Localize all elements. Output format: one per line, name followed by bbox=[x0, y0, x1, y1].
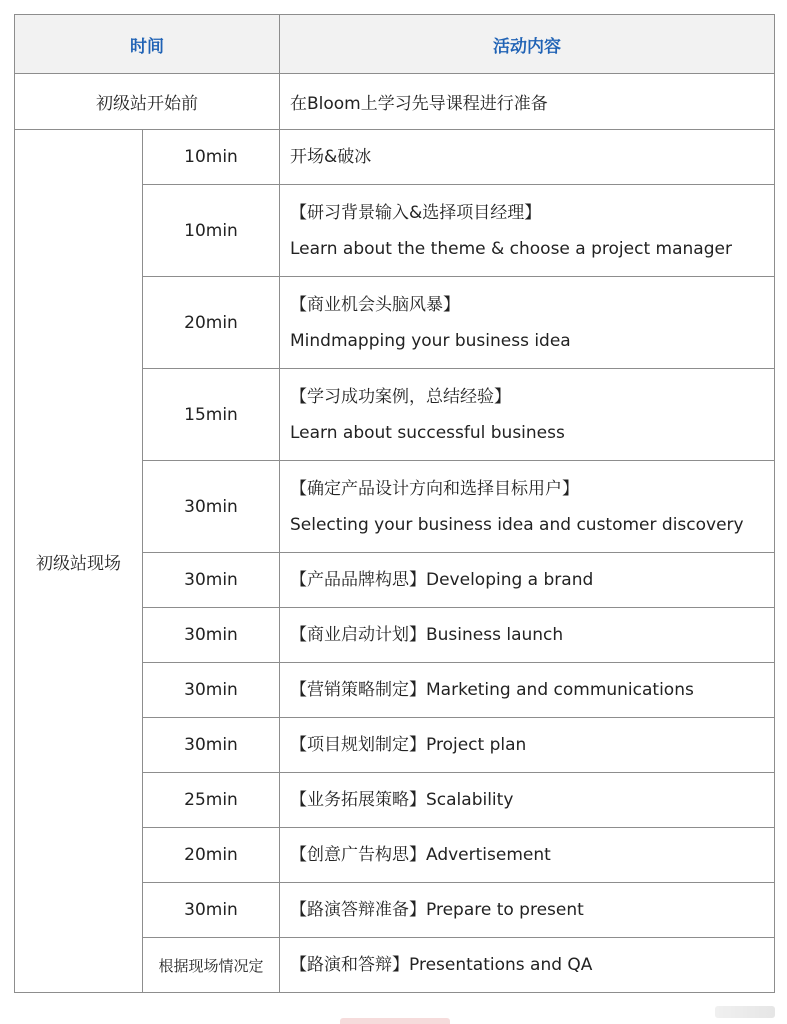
header-content: 活动内容 bbox=[280, 15, 775, 74]
pre-stage-cell: 初级站开始前 bbox=[15, 74, 280, 130]
schedule-table bbox=[14, 14, 775, 993]
activity-cell bbox=[280, 883, 775, 938]
activity-cell bbox=[280, 461, 775, 553]
duration-cell: 25min bbox=[143, 773, 280, 828]
activity-cell bbox=[280, 828, 775, 883]
activity-cell bbox=[280, 277, 775, 369]
activity-cell bbox=[280, 130, 775, 185]
duration-cell: 10min bbox=[143, 130, 280, 185]
activity-zh: 【营销策略制定】Marketing and communications bbox=[290, 680, 694, 700]
activity-zh: 【确定产品设计方向和选择目标用户】 bbox=[290, 478, 579, 499]
activity-zh: 【创意广告构思】Advertisement bbox=[290, 845, 551, 865]
duration-cell: 30min bbox=[143, 663, 280, 718]
duration-cell: 根据现场情况定 bbox=[143, 938, 280, 993]
table-row bbox=[15, 130, 775, 185]
activity-en: Mindmapping your business idea bbox=[290, 330, 571, 351]
duration-cell: 30min bbox=[143, 883, 280, 938]
table-row-pre bbox=[15, 74, 775, 130]
activity-zh: 【研习背景输入&选择项目经理】 bbox=[290, 202, 542, 223]
activity-zh: 【业务拓展策略】Scalability bbox=[290, 790, 514, 810]
activity-zh: 【路演和答辩】Presentations and QA bbox=[290, 955, 593, 975]
duration-cell: 20min bbox=[143, 828, 280, 883]
pre-content-cell: 在Bloom上学习先导课程进行准备 bbox=[280, 74, 775, 130]
activity-cell bbox=[280, 608, 775, 663]
header-row bbox=[15, 15, 775, 74]
duration-cell: 30min bbox=[143, 553, 280, 608]
activity-cell bbox=[280, 553, 775, 608]
activity-cell bbox=[280, 663, 775, 718]
activity-en: Learn about the theme & choose a project manager bbox=[290, 238, 732, 259]
activity-cell bbox=[280, 369, 775, 461]
activity-zh: 开场&破冰 bbox=[290, 147, 372, 167]
duration-cell: 20min bbox=[143, 277, 280, 369]
activity-zh: 【路演答辩准备】Prepare to present bbox=[290, 900, 584, 920]
duration-cell: 30min bbox=[143, 461, 280, 553]
watermark-mark bbox=[715, 1006, 775, 1018]
activity-zh: 【商业机会头脑风暴】 bbox=[290, 294, 460, 315]
activity-zh: 【商业启动计划】Business launch bbox=[290, 625, 564, 645]
activity-en: Selecting your business idea and customer discovery bbox=[290, 514, 744, 535]
duration-cell: 15min bbox=[143, 369, 280, 461]
activity-cell bbox=[280, 718, 775, 773]
activity-cell bbox=[280, 185, 775, 277]
activity-cell bbox=[280, 938, 775, 993]
activity-zh: 【产品品牌构思】Developing a brand bbox=[290, 570, 594, 590]
activity-cell bbox=[280, 773, 775, 828]
header-time: 时间 bbox=[15, 15, 280, 74]
duration-cell: 30min bbox=[143, 718, 280, 773]
duration-cell: 10min bbox=[143, 185, 280, 277]
decorative-footer-bar bbox=[340, 1018, 450, 1024]
activity-en: Learn about successful business bbox=[290, 422, 565, 443]
onsite-stage-cell: 初级站现场 bbox=[15, 130, 143, 993]
activity-zh: 【项目规划制定】Project plan bbox=[290, 735, 527, 755]
activity-zh: 【学习成功案例，总结经验】 bbox=[290, 386, 511, 407]
duration-cell: 30min bbox=[143, 608, 280, 663]
